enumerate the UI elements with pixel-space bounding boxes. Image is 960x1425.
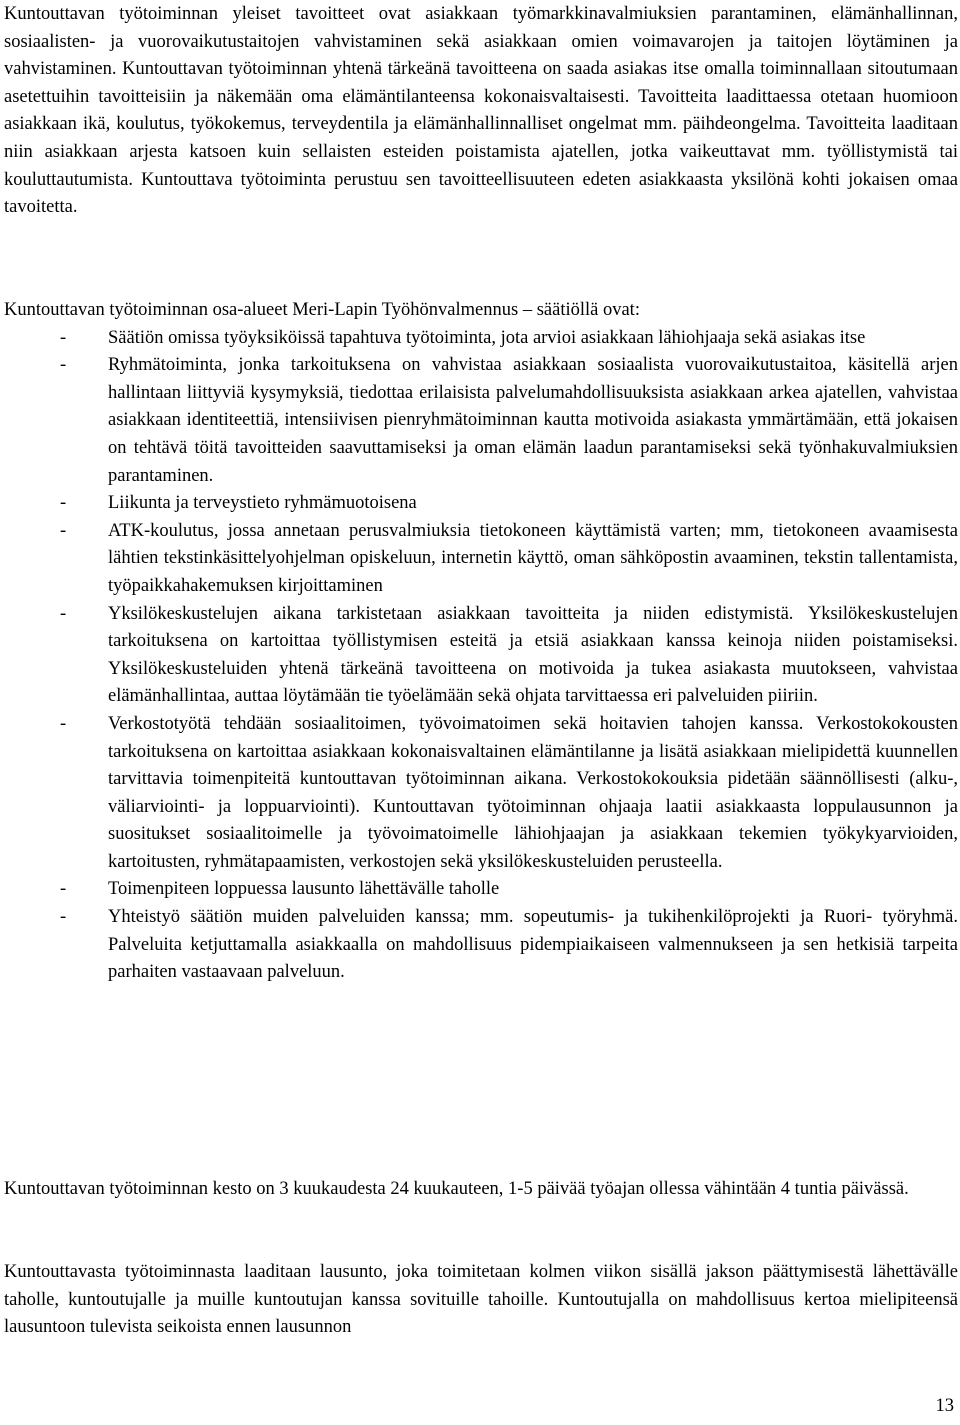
list-dash: - bbox=[60, 327, 67, 348]
list-dash: - bbox=[60, 493, 67, 514]
list-item bbox=[4, 490, 958, 518]
list-dash: - bbox=[60, 907, 67, 928]
list-item-text: Liikunta ja terveystieto ryhmämuotoisena bbox=[108, 493, 417, 514]
list-item bbox=[4, 352, 958, 490]
list-item bbox=[4, 711, 958, 877]
list-item bbox=[4, 325, 958, 353]
list-dash: - bbox=[60, 603, 67, 624]
list-item bbox=[4, 601, 958, 711]
list-item-text: Yksilökeskustelujen aikana tarkistetaan asiakkaan tavoitteita ja niiden edistymistä. Yksilökeskustelujen tarkoituksena on kartoittaa työllistymisen esteitä ja etsiä asiakkaan kanssa keinoja niiden poistamiseksi. Yksilökeskusteluiden yhtenä tärkeänä tavoitteena on motivoida ja tukea asiakasta muutokseen, vahvistaa elämänhallintaa, auttaa löytämään tie työelämään sekä ohjata tarvittaessa eri palveluiden piiriin. bbox=[108, 603, 958, 707]
list-item-text: Verkostotyötä tehdään sosiaalitoimen, työvoimatoimen sekä hoitavien tahojen kanssa. Verkostokokousten tarkoituksena on kartoittaa asiakkaan kokonaisvaltainen elämäntilanne ja lisätä asiakkaan mielipidettä kuunnellen tarvittavia toimenpiteitä kuntouttavan työtoiminnan aikana. Verkostokokouksia pidetään säännöllisesti (alku-, väliarviointi- ja loppuarviointi). Kuntouttavan työtoiminnan ohjaaja laatii asiakkaasta loppulausunnon ja suositukset sosiaalitoimelle ja työvoimatoimelle lähiohjaajan ja asiakkaan tekemien työkykyarvioiden, kartoitusten, ryhmätapaamisten, verkostojen sekä yksilökeskusteluiden perusteella. bbox=[108, 713, 958, 872]
paragraph-duration: Kuntouttavan työtoiminnan kesto on 3 kuukaudesta 24 kuukauteen, 1-5 päivää työajan ollessa vähintään 4 tuntia päivässä. bbox=[4, 1179, 909, 1199]
page-number: 13 bbox=[935, 1396, 954, 1416]
list-dash: - bbox=[60, 520, 67, 541]
activity-list bbox=[4, 325, 958, 987]
list-item-text: Toimenpiteen loppuessa lausunto lähettävälle taholle bbox=[108, 879, 500, 900]
list-item-text: ATK-koulutus, jossa annetaan perusvalmiuksia tietokoneen käyttämistä varten; mm, tietokoneen avaamisesta lähtien tekstinkäsittelyohjelman opiskeluun, internetin käyttö, oman sähköpostin avaaminen, tekstin tallentamista, työpaikkahakemuksen kirjoittaminen bbox=[108, 520, 958, 596]
list-item bbox=[4, 876, 958, 904]
list-dash: - bbox=[60, 713, 67, 734]
section-activity-areas bbox=[4, 297, 958, 987]
list-item-text: Yhteistyö säätiön muiden palveluiden kanssa; mm. sopeutumis- ja tukihenkilöprojekti ja Ruori- työryhmä. Palveluita ketjuttamalla asiakkaalla on mahdollisuus pidempiaikaiseen valmennukseen ja sen hetkisiä tarpeita parhaiten vastaavaan palveluun. bbox=[108, 907, 958, 983]
list-dash: - bbox=[60, 355, 67, 376]
list-item bbox=[4, 518, 958, 601]
list-item-text: Ryhmätoiminta, jonka tarkoituksena on vahvistaa asiakkaan sosiaalista vuorovaikutustaitoa, käsitellä arjen hallintaan liittyviä kysymyksiä, tiedottaa erilaisista palvelumahdollisuuksista asiakkaan arkea ajatellen, vahvistaa asiakkaan identiteettiä, intensiivisen pienryhmätoiminnan kautta motivoida asiakasta ymmärtämään, että jokaisen on tehtävä töitä tavoitteiden saavuttamiseksi ja oman elämän laadun parantamiseksi sekä työnhakuvalmiuksien parantaminen. bbox=[108, 355, 958, 486]
list-item-text: Säätiön omissa työyksiköissä tapahtuva työtoiminta, jota arvioi asiakkaan lähiohjaaja sekä asiakas itse bbox=[108, 327, 866, 348]
list-item bbox=[4, 904, 958, 987]
list-intro: Kuntouttavan työtoiminnan osa-alueet Meri-Lapin Työhönvalmennus – säätiöllä ovat: bbox=[4, 300, 640, 320]
paragraph-goals: Kuntouttavan työtoiminnan yleiset tavoitteet ovat asiakkaan työmarkkinavalmiuksien parantaminen, elämänhallinnan, sosiaalisten- ja vuorovaikutustaitojen vahvistaminen sekä asiakkaan omien voimavarojen ja taitojen löytäminen ja vahvistaminen. Kuntouttavan työtoiminnan yhtenä tärkeänä tavoitteena on saada asiakas itse omalla toiminnallaan sitoutumaan asetettuihin tavoitteisiin ja näkemään oma elämäntilanteensa kokonaisvaltaisesti. Tavoitteita laadittaessa otetaan huomioon asiakkaan ikä, koulutus, työkokemus, terveydentila ja elämänhallinnalliset ongelmat mm. päihdeongelma. Tavoitteita laaditaan niin asiakkaan arjesta katsoen kuin sellaisten esteiden poistamista ajatellen, jotka vaikeuttavat mm. työllistymistä tai kouluttautumista. Kuntouttava työtoiminta perustuu sen tavoitteellisuuteen edeten asiakkaasta yksilönä kohti jokaisen omaa tavoitetta. bbox=[4, 4, 958, 218]
paragraph-statement: Kuntouttavasta työtoiminnasta laaditaan lausunto, joka toimitetaan kolmen viikon sisällä jakson päättymisestä lähettävälle taholle, kuntoutujalle ja muille kuntoutujan kanssa sovituille tahoille. Kuntoutujalla on mahdollisuus kertoa mielipiteensä lausuntoon tulevista seikoista ennen lausunnon bbox=[4, 1262, 958, 1338]
list-dash: - bbox=[60, 879, 67, 900]
